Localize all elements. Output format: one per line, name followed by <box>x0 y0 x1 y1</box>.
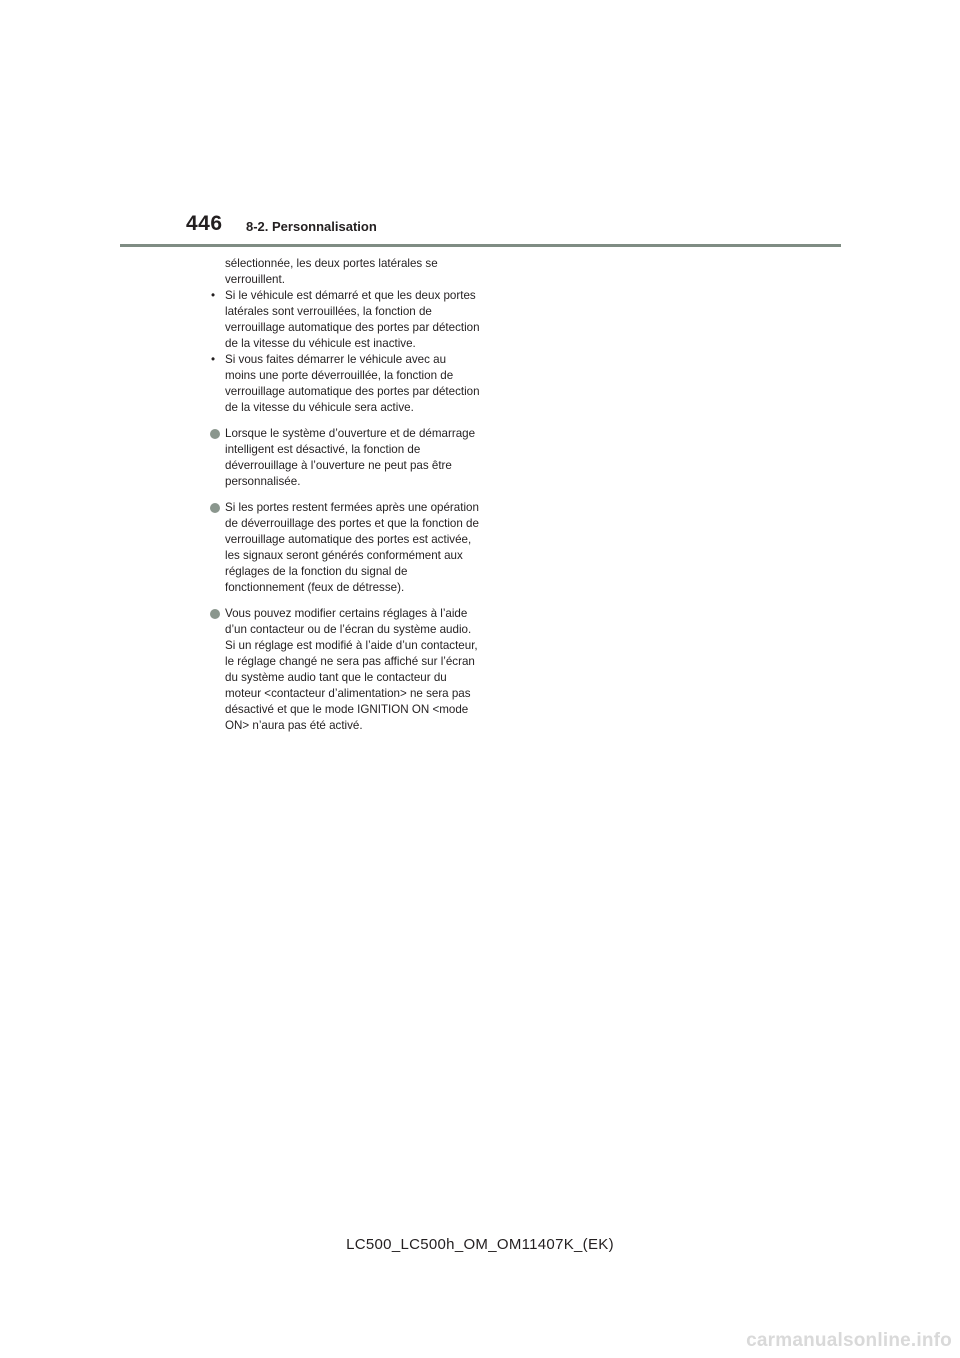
bullet-item <box>208 606 480 734</box>
sub-item <box>208 288 480 352</box>
bullet-text: Lorsque le système d’ouverture et de démarrage intelligent est désactivé, la fonction de déverrouillage à l’ouverture ne peut pas être personnalisée. <box>225 427 476 488</box>
dot-marker-icon: • <box>211 353 216 366</box>
header-rule <box>120 244 841 247</box>
bullet-item <box>208 426 480 490</box>
continuation-text: sélectionnée, les deux portes latérales se verrouillent. <box>225 257 438 286</box>
bullet-text: Vous pouvez modifier certains réglages à l’aide d’un contacteur ou de l’écran du système audio. Si un réglage est modifié à l’aide d’un contacteur, le réglage changé ne sera pas affiché sur l’écran du système audio tant que le contacteur du moteur <contacteur d’alimentation> ne sera pas désactivé et que le mode IGNITION ON <mode ON> n’aura pas été activé. <box>225 607 478 732</box>
bullet-text: Si les portes restent fermées après une opération de déverrouillage des portes et que la fonction de verrouillage automatique des portes est activée, les signaux seront générés conformément aux réglages de la fonction du signal de fonctionnement (feux de détresse). <box>225 501 479 594</box>
bullet-item <box>208 500 480 596</box>
sub-item <box>208 352 480 416</box>
sub-item-text: Si le véhicule est démarré et que les deux portes latérales sont verrouillées, la fonction de verrouillage automatique des portes par détection de la vitesse du véhicule est inactive. <box>225 289 480 350</box>
dot-marker-icon: • <box>211 289 216 302</box>
watermark: carmanualsonline.info <box>746 1330 952 1351</box>
page-number: 446 <box>186 212 223 235</box>
content-column <box>208 256 480 734</box>
circle-bullet-icon <box>210 429 220 439</box>
circle-bullet-icon <box>210 503 220 513</box>
section-title: 8-2. Personnalisation <box>246 219 377 234</box>
circle-bullet-icon <box>210 609 220 619</box>
sub-item-text: Si vous faites démarrer le véhicule avec au moins une porte déverrouillée, la fonction de verrouillage automatique des portes par détection de la vitesse du véhicule sera active. <box>225 353 480 414</box>
footer-doc-id: LC500_LC500h_OM_OM11407K_(EK) <box>346 1236 614 1253</box>
